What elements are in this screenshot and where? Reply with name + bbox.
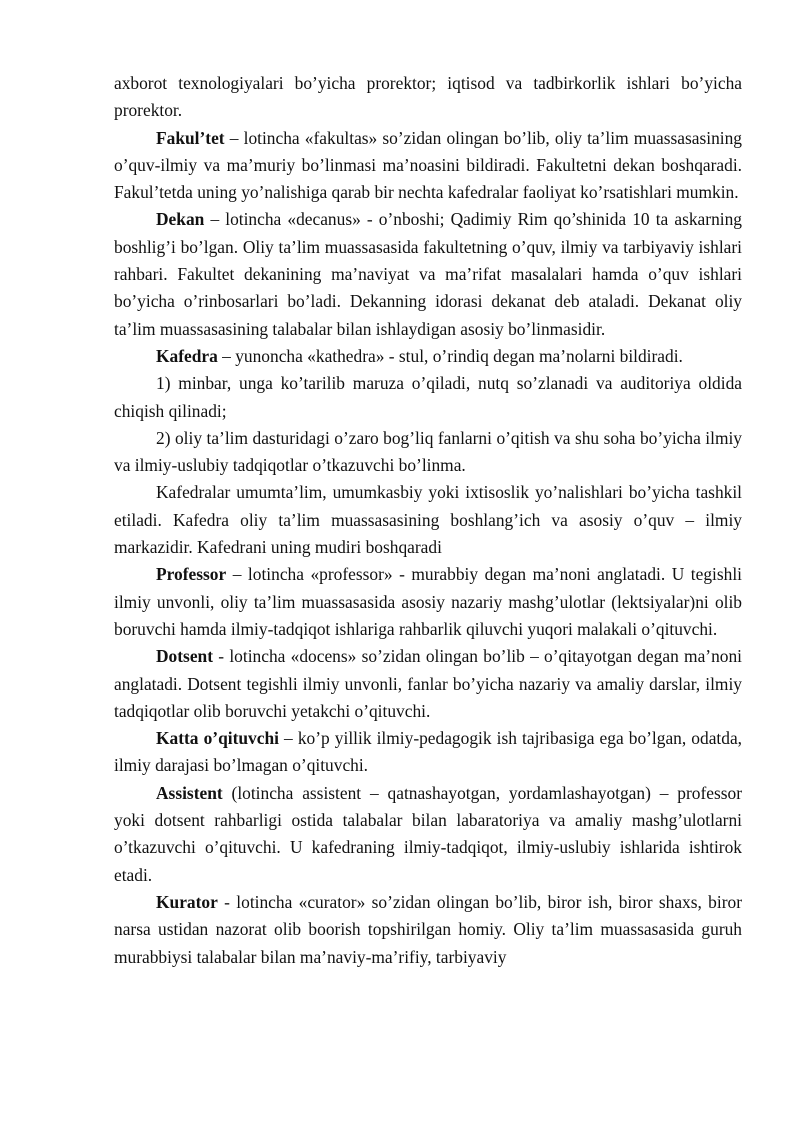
paragraph-text: 1) minbar, unga ko’tarilib maruza o’qiladi, nutq so’zlanadi va auditoriya oldida chiqish qilinadi;	[114, 373, 742, 421]
paragraph-text: – lotincha «decanus» - o’nboshi; Qadimiy Rim qo’shinida 10 ta askarning boshlig’i bo’lgan. Oliy ta’lim muassasasida fakultetning o’quv, ilmiy va tarbiyaviy ishlari rahbari. Fakultet dekanining ma’naviyat va ma’rifat masalalari hamda o’quv ishlari bo’yicha o’rinbosarlari bo’ladi. Dekanning idorasi dekanat deb ataladi. Dekanat oliy ta’lim muassasasining talabalar bilan ishlaydigan asosiy bo’linmasidir.	[114, 209, 742, 339]
paragraph-text: – lotincha «fakultas» so’zidan olingan bo’lib, oliy ta’lim muassasasining o’quv-ilmiy va ma’muriy bo’linmasi ma’noasini bildiradi. Fakultetni dekan boshqaradi. Fakul’tetda uning yo’nalishiga qarab bir nechta kafedralar faoliyat ko’rsatishlari mumkin.	[114, 127, 742, 203]
paragraph-kafedra	[114, 343, 742, 370]
paragraph-text: - lotincha «docens» so’zidan olingan bo’lib – o’qitayotgan degan ma’noni anglatadi. Dotsent tegishli ilmiy unvonli, fanlar bo’yicha nazariy va amaliy darslar, ilmiy tadqiqotlar olib boruvchi yetakchi o’qituvchi.	[114, 646, 742, 721]
term-assistent: Assistent	[156, 782, 223, 803]
paragraph-kafedra-item-1	[114, 370, 742, 425]
paragraph-continuation	[114, 70, 742, 125]
term-katta-oqituvchi: Katta o’qituvchi	[156, 728, 279, 749]
term-professor: Professor	[156, 564, 227, 585]
paragraph-katta-oqituvchi	[114, 725, 742, 780]
paragraph-text: – yunoncha «kathedra» - stul, o’rindiq degan ma’nolarni bildiradi.	[217, 345, 683, 366]
paragraph-text: 2) oliy ta’lim dasturidagi o’zaro bog’liq fanlarni o’qitish va shu soha bo’yicha ilmiy va ilmiy-uslubiy tadqiqotlar o’tkazuvchi bo’linma.	[114, 427, 742, 476]
paragraph-text: – lotincha «professor» - murabbiy degan ma’noni anglatadi. U tegishli ilmiy unvonli, oliy ta’lim muassasasida asosiy nazariy mashg’ulotlar (lektsiyalar)ni olib boruvchi hamda ilmiy-tadqiqot ishlariga rahbarlik qiluvchi yuqori malakali o’qituvchi.	[114, 564, 742, 639]
term-kafedra: Kafedra	[156, 345, 218, 366]
paragraph-text: – ko’p yillik ilmiy-pedagogik ish tajribasiga ega bo’lgan, odatda, ilmiy darajasi bo’lmagan o’qituvchi.	[114, 728, 743, 776]
term-kurator: Kurator	[156, 891, 218, 912]
paragraph-text: Kafedralar umumta’lim, umumkasbiy yoki ixtisoslik yo’nalishlari bo’yicha tashkil etiladi. Kafedra oliy ta’lim muassasasining boshlang’ich va asosiy o’quv – ilmiy markazidir. Kafedrani uning mudiri boshqaradi	[114, 482, 742, 558]
document-page	[114, 70, 742, 971]
paragraph-assistent	[114, 780, 742, 889]
paragraph-text: - lotincha «curator» so’zidan olingan bo’lib, biror ish, biror shaxs, biror narsa ustidan nazorat olib boorish topshirilgan homiy. Oliy ta’lim muassasasida guruh murabbiysi talabalar bilan ma’naviy-ma’rifiy, tarbiyaviy	[114, 891, 742, 967]
paragraph-kafedralar	[114, 479, 742, 561]
paragraph-professor	[114, 561, 742, 643]
paragraph-kurator	[114, 889, 742, 971]
paragraph-fakultet	[114, 125, 742, 207]
paragraph-text: (lotincha assistent – qatnashayotgan, yordamlashayotgan) – professor yoki dotsent rahbarligi ostida talabalar bilan labaratoriya va amaliy mashg’ulotlarni o’tkazuvchi o’qituvchi. U kafedraning ilmiy-tadqiqot, ilmiy-uslubiy ishlarida ishtirok etadi.	[114, 782, 742, 885]
term-dekan: Dekan	[156, 209, 205, 230]
paragraph-dotsent	[114, 643, 742, 725]
paragraph-text: axborot texnologiyalari bo’yicha prorektor; iqtisod va tadbirkorlik ishlari bo’yicha prorektor.	[114, 73, 742, 121]
term-fakultet: Fakul’tet	[156, 127, 225, 148]
paragraph-dekan	[114, 206, 742, 342]
paragraph-kafedra-item-2	[114, 425, 742, 480]
term-dotsent: Dotsent	[156, 646, 213, 667]
